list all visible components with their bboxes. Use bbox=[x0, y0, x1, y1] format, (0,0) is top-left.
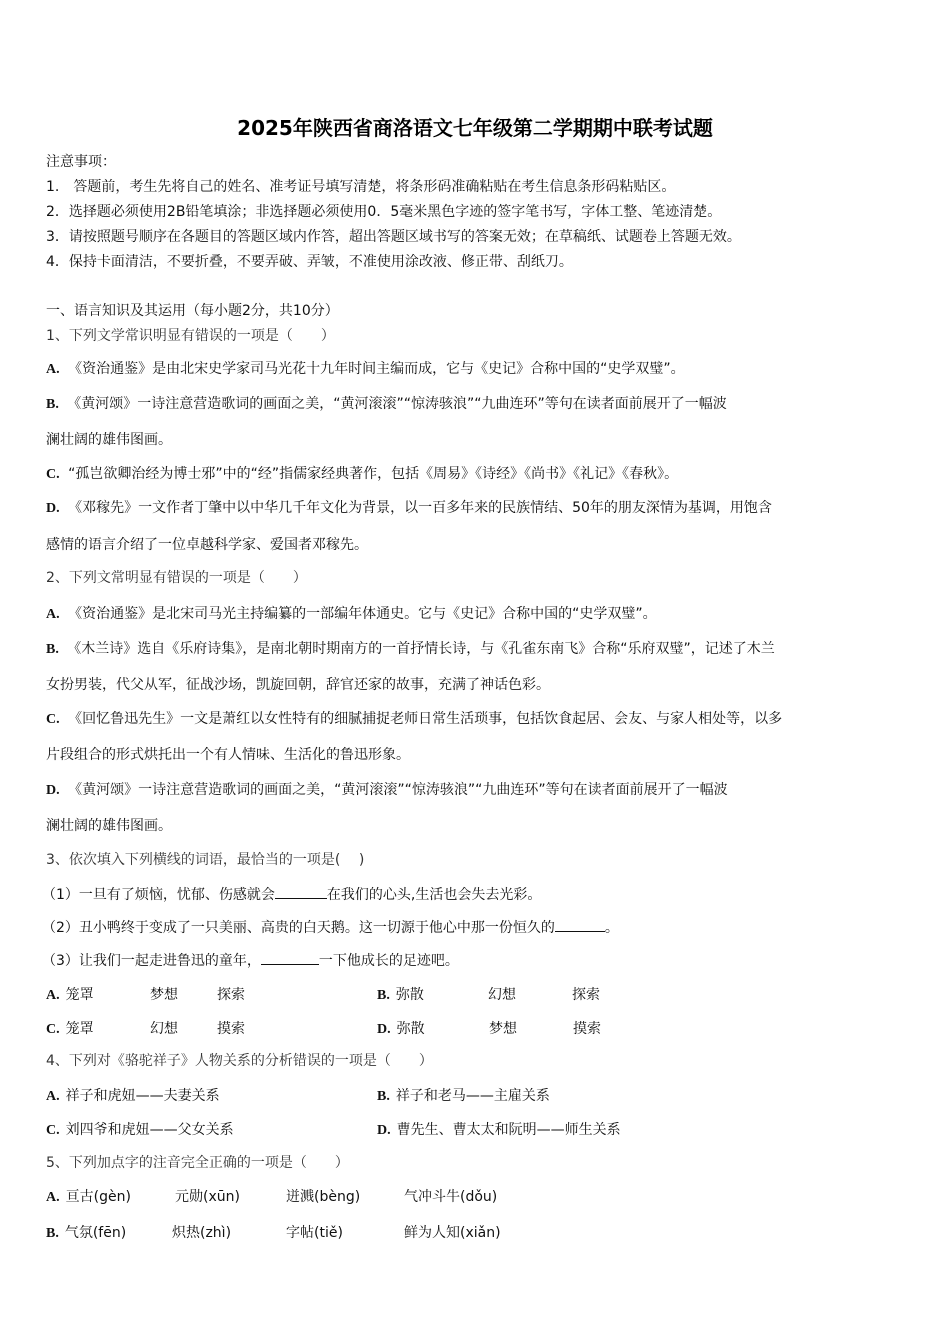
q3-option-c-word-2: 幻想 bbox=[150, 1021, 178, 1037]
option-label: D. bbox=[377, 1022, 391, 1037]
option-label: A. bbox=[46, 1089, 60, 1104]
q2-option-d-cont: 澜壮阔的雄伟图画。 bbox=[46, 818, 172, 834]
q2-option-c-cont: 片段组合的形式烘托出一个有人情味、生活化的鲁迅形象。 bbox=[46, 747, 410, 763]
q4-option-d bbox=[377, 1119, 621, 1139]
q1-option-d-cont: 感情的语言介绍了一位卓越科学家、爱国者邓稼先。 bbox=[46, 537, 368, 553]
q5-option-b bbox=[46, 1222, 126, 1242]
q5-option-b-item-2: 炽热(zhì) bbox=[172, 1225, 232, 1241]
option-label: C. bbox=[46, 467, 60, 482]
page-title: 2025年陕西省商洛语文七年级第二学期期中联考试题 bbox=[237, 116, 713, 140]
notice-item-4: 4．保持卡面清洁，不要折叠，不要弄破、弄皱，不准使用涂改液、修正带、刮纸刀。 bbox=[46, 254, 573, 270]
q5-option-b-item-3: 字帖(tiě) bbox=[286, 1225, 343, 1241]
q2-option-d bbox=[46, 780, 728, 801]
option-label: A. bbox=[46, 1190, 60, 1205]
sentence-text: 。 bbox=[604, 920, 619, 936]
question-2-stem: 2、下列文常明显有错误的一项是（ ） bbox=[46, 570, 307, 586]
notice-item-3: 3．请按照题号顺序在各题目的答题区域内作答，超出答题区域书写的答案无效；在草稿纸、试题卷上答题无效。 bbox=[46, 229, 741, 245]
option-text: 《资治通鉴》是由北宋史学家司马光花十九年时间主编而成，它与《史记》合称中国的“史学双璧”。 bbox=[68, 361, 685, 377]
fill-blank[interactable] bbox=[555, 917, 605, 932]
q1-option-b-cont: 澜壮阔的雄伟图画。 bbox=[46, 432, 172, 448]
q2-option-b-cont: 女扮男装，代父从军，征战沙场，凯旋回朝，辞官还家的故事，充满了神话色彩。 bbox=[46, 677, 550, 693]
q2-option-b bbox=[46, 639, 775, 660]
option-label: D. bbox=[46, 501, 60, 516]
q5-option-a-item-3: 迸溅(bèng) bbox=[286, 1189, 361, 1205]
question-4-stem: 4、下列对《骆驼祥子》人物关系的分析错误的一项是（ ） bbox=[46, 1053, 433, 1069]
option-text: 《黄河颂》一诗注意营造歌词的画面之美，“黄河滚滚”“惊涛骇浪”“九曲连环”等句在读者面前展开了一幅波 bbox=[68, 782, 728, 798]
q3-option-a-word-3: 探索 bbox=[217, 987, 245, 1003]
option-label: D. bbox=[46, 783, 60, 798]
option-label: B. bbox=[46, 1226, 59, 1241]
q1-option-b bbox=[46, 394, 727, 415]
q3-sentence-1 bbox=[42, 884, 541, 905]
question-1-stem: 1、下列文学常识明显有错误的一项是（ ） bbox=[46, 328, 335, 344]
option-label: D. bbox=[377, 1123, 391, 1138]
q3-sentence-2 bbox=[42, 917, 619, 938]
sentence-text: （2）丑小鸭终于变成了一只美丽、高贵的白天鹅。这一切源于他心中那一份恒久的 bbox=[42, 920, 555, 936]
notice-heading: 注意事项： bbox=[46, 154, 116, 170]
option-text: 《回忆鲁迅先生》一文是萧红以女性特有的细腻捕捉老师日常生活琐事，包括饮食起居、会友、与家人相处等，以多 bbox=[68, 711, 783, 727]
option-text: “孤岂欲卿治经为博士邪”中的“经”指儒家经典著作，包括《周易》《诗经》《尚书》《礼记》《春秋》。 bbox=[68, 466, 679, 482]
q2-option-a bbox=[46, 604, 657, 625]
option-label: C. bbox=[46, 1022, 60, 1037]
section-heading: 一、语言知识及其运用（每小题2分，共10分） bbox=[46, 303, 339, 319]
fill-blank[interactable] bbox=[275, 884, 327, 899]
option-word: 弥散 bbox=[395, 987, 424, 1003]
q3-option-d-word-3: 摸索 bbox=[573, 1021, 601, 1037]
notice-item-1: 1. 答题前，考生先将自己的姓名、准考证号填写清楚，将条形码准确粘贴在考生信息条形码粘贴区。 bbox=[46, 179, 676, 195]
option-text: 曹先生、曹太太和阮明——师生关系 bbox=[396, 1122, 621, 1138]
q5-option-a-item-4: 气冲斗牛(dǒu) bbox=[404, 1189, 498, 1205]
q2-option-c bbox=[46, 709, 782, 730]
option-word: 笼罩 bbox=[65, 1021, 94, 1037]
option-word: 弥散 bbox=[396, 1021, 425, 1037]
sentence-text: （3）让我们一起走进鲁迅的童年， bbox=[42, 953, 261, 969]
question-3-stem: 3、依次填入下列横线的词语，最恰当的一项是( ) bbox=[46, 852, 365, 868]
q3-option-c bbox=[46, 1018, 94, 1038]
option-text: 《木兰诗》选自《乐府诗集》，是南北朝时期南方的一首抒情长诗，与《孔雀东南飞》合称“乐府双璧”，记述了木兰 bbox=[67, 641, 775, 657]
option-text: 《黄河颂》一诗注意营造歌词的画面之美，“黄河滚滚”“惊涛骇浪”“九曲连环”等句在读者面前展开了一幅波 bbox=[67, 396, 727, 412]
q3-option-a bbox=[46, 984, 94, 1004]
q3-option-a-word-2: 梦想 bbox=[150, 987, 178, 1003]
option-label: B. bbox=[377, 988, 390, 1003]
option-label: B. bbox=[46, 642, 59, 657]
sentence-text: （1）一旦有了烦恼，忧郁、伤感就会 bbox=[42, 887, 275, 903]
q1-option-c bbox=[46, 464, 678, 485]
q1-option-a bbox=[46, 359, 685, 380]
sentence-text: 在我们的心头,生活也会失去光彩。 bbox=[326, 887, 542, 903]
q3-sentence-3 bbox=[42, 950, 459, 971]
option-item: 亘古(gèn) bbox=[65, 1189, 131, 1205]
sentence-text: 一下他成长的足迹吧。 bbox=[318, 953, 459, 969]
q3-option-b bbox=[377, 984, 424, 1004]
q4-option-a bbox=[46, 1085, 220, 1105]
q1-option-d bbox=[46, 498, 772, 519]
question-5-stem: 5、下列加点字的注音完全正确的一项是（ ） bbox=[46, 1155, 349, 1171]
option-word: 笼罩 bbox=[65, 987, 94, 1003]
q5-option-a bbox=[46, 1186, 131, 1206]
option-label: B. bbox=[46, 397, 59, 412]
option-text: 《资治通鉴》是北宋司马光主持编纂的一部编年体通史。它与《史记》合称中国的“史学双璧”。 bbox=[68, 606, 657, 622]
option-text: 《邓稼先》一文作者丁肇中以中华几千年文化为背景，以一百多年来的民族情结、50年的朋友深情为基调，用饱含 bbox=[68, 500, 772, 516]
q3-option-d-word-2: 梦想 bbox=[489, 1021, 517, 1037]
option-label: B. bbox=[377, 1089, 390, 1104]
option-label: C. bbox=[46, 1123, 60, 1138]
q3-option-b-word-2: 幻想 bbox=[488, 987, 516, 1003]
option-label: C. bbox=[46, 712, 60, 727]
option-text: 刘四爷和虎妞——父女关系 bbox=[65, 1122, 234, 1138]
q3-option-b-word-3: 探索 bbox=[572, 987, 600, 1003]
q5-option-a-item-2: 元勋(xūn) bbox=[175, 1189, 240, 1205]
option-label: A. bbox=[46, 988, 60, 1003]
notice-item-2: 2．选择题必须使用2B铅笔填涂；非选择题必须使用0．5毫米黑色字迹的签字笔书写，字体工整、笔迹清楚。 bbox=[46, 204, 722, 220]
option-item: 气氛(fēn) bbox=[64, 1225, 127, 1241]
q4-option-c bbox=[46, 1119, 234, 1139]
fill-blank[interactable] bbox=[261, 950, 319, 965]
q3-option-c-word-3: 摸索 bbox=[217, 1021, 245, 1037]
q5-option-b-item-4: 鲜为人知(xiǎn) bbox=[404, 1225, 501, 1241]
option-label: A. bbox=[46, 362, 60, 377]
q4-option-b bbox=[377, 1085, 550, 1105]
option-text: 祥子和老马——主雇关系 bbox=[395, 1088, 550, 1104]
option-text: 祥子和虎妞——夫妻关系 bbox=[65, 1088, 220, 1104]
option-label: A. bbox=[46, 607, 60, 622]
q3-option-d bbox=[377, 1018, 425, 1038]
